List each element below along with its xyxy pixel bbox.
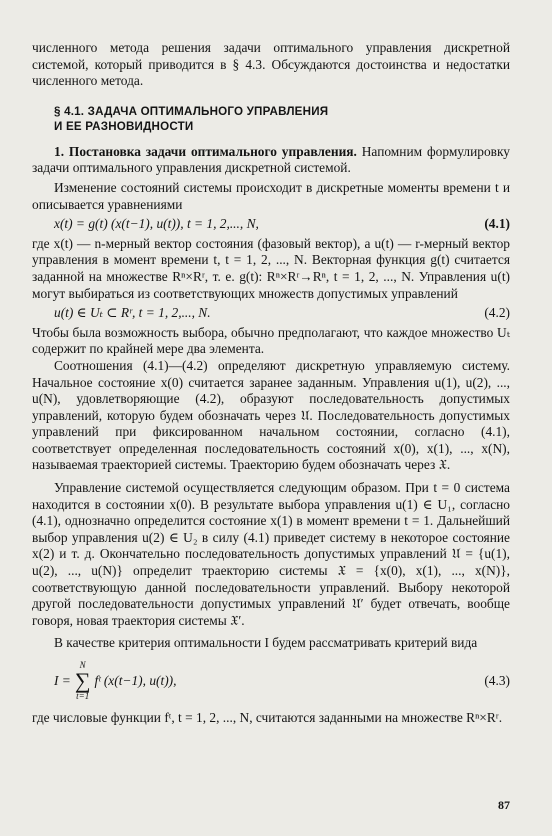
equation-4-1-formula: x(t) = g(t) (x(t−1), u(t)), t = 1, 2,..., N, [54, 216, 259, 232]
section-title-line-1: § 4.1. ЗАДАЧА ОПТИМАЛЬНОГО УПРАВЛЕНИЯ [54, 104, 329, 118]
section-title [54, 104, 510, 134]
equation-4-3-lhs: I = [54, 672, 71, 688]
subsection-paragraph [32, 144, 510, 177]
summation-lower-limit: t=1 [76, 691, 90, 701]
subsection-text: Напомним формулировку задачи оптимального управления дискретной системой. [32, 143, 510, 176]
paragraph-control-process: Управление системой осуществляется следующим образом. При t = 0 система находится в состоянии x(0). В результате выбора управления u(1) ∈ U₁, согласно (4.1), однозначно определится состояние x(1) в момент времени t = 1. Дальнейший выбор управления u(2) ∈ U₂ в силу (4.1) приведет систему в некоторое состояние x(2) и т. д. Окончательно последовательность допустимых управлений 𝔘 = {u(1), u(2), ..., u(N)} определит траекторию системы 𝔛 = {x(0), x(1), ..., x(N)}, соответствующую данной последовательности управлений. Выбору некоторой другой последовательности допустимых управлений 𝔘′ будет отвечать, вообще говоря, новая траектория системы 𝔛′. [32, 480, 510, 628]
equation-4-1 [32, 216, 510, 233]
paragraph-definitions: где x(t) — n-мерный вектор состояния (фазовый вектор), а u(t) — r-мерный вектор управления в момент времени t, t = 1, 2, ..., N. Векторная функция g(t) считается заданной на множестве Rⁿ×Rʳ, т. е. g(t): Rⁿ×Rʳ→Rⁿ, t = 1, 2, ..., N. Управления u(t) могут выбираться из соответствующих множеств допустимых управлений [32, 235, 510, 301]
sigma-symbol: ∑ [74, 668, 91, 693]
summation-upper-limit: N [79, 660, 86, 670]
page-number: 87 [498, 798, 510, 813]
equation-4-3 [32, 658, 510, 704]
equation-4-3-rhs: fᵗ (x(t−1), u(t)), [94, 672, 177, 688]
equation-4-2-formula: u(t) ∈ Uₜ ⊂ Rʳ, t = 1, 2,..., N. [54, 305, 211, 321]
equation-4-3-formula [54, 661, 176, 701]
intro-paragraph: численного метода решения задачи оптимального управления дискретной системой, который приводится в § 4.3. Обсуждаются достоинства и недостатки численного метода. [32, 40, 510, 89]
equation-4-2-number: (4.2) [484, 305, 510, 321]
paragraph-choice: Чтобы была возможность выбора, обычно предполагают, что каждое множество Uₜ содержит по крайней мере два элемента. [32, 324, 510, 357]
paragraph-criterion: В качестве критерия оптимальности I будем рассматривать критерий вида [54, 635, 478, 651]
summation-sign [75, 661, 91, 701]
section-title-line-2: И ЕЕ РАЗНОВИДНОСТИ [54, 119, 194, 133]
equation-4-3-number: (4.3) [484, 672, 510, 688]
subsection-heading: 1. Постановка задачи оптимального управления. [54, 143, 357, 159]
paragraph-functions: где числовые функции fᵗ, t = 1, 2, ..., N, считаются заданными на множестве Rⁿ×Rʳ. [32, 710, 503, 725]
paragraph-controlled-system: Соотношения (4.1)—(4.2) определяют дискретную управляемую систему. Начальное состояние x(0) считается заранее заданным. Управления u(1), u(2), ..., u(N), удовлетворяющие (4.2), образуют последовательность допустимых управлений, которую будем обозначать через 𝔘. Последовательность допустимых управлений при фиксированном начальном состоянии, согласно (4.1), соответствует определенная последовательность состояний x(0), x(1), ..., x(N), называемая траекторией системы. Траекторию будем обозначать через 𝔛. [32, 357, 510, 473]
paragraph-state-change: Изменение состояний системы происходит в дискретные моменты времени t и описывается уравнениями [32, 179, 510, 212]
equation-4-1-number: (4.1) [484, 216, 510, 232]
equation-4-2 [32, 305, 510, 322]
